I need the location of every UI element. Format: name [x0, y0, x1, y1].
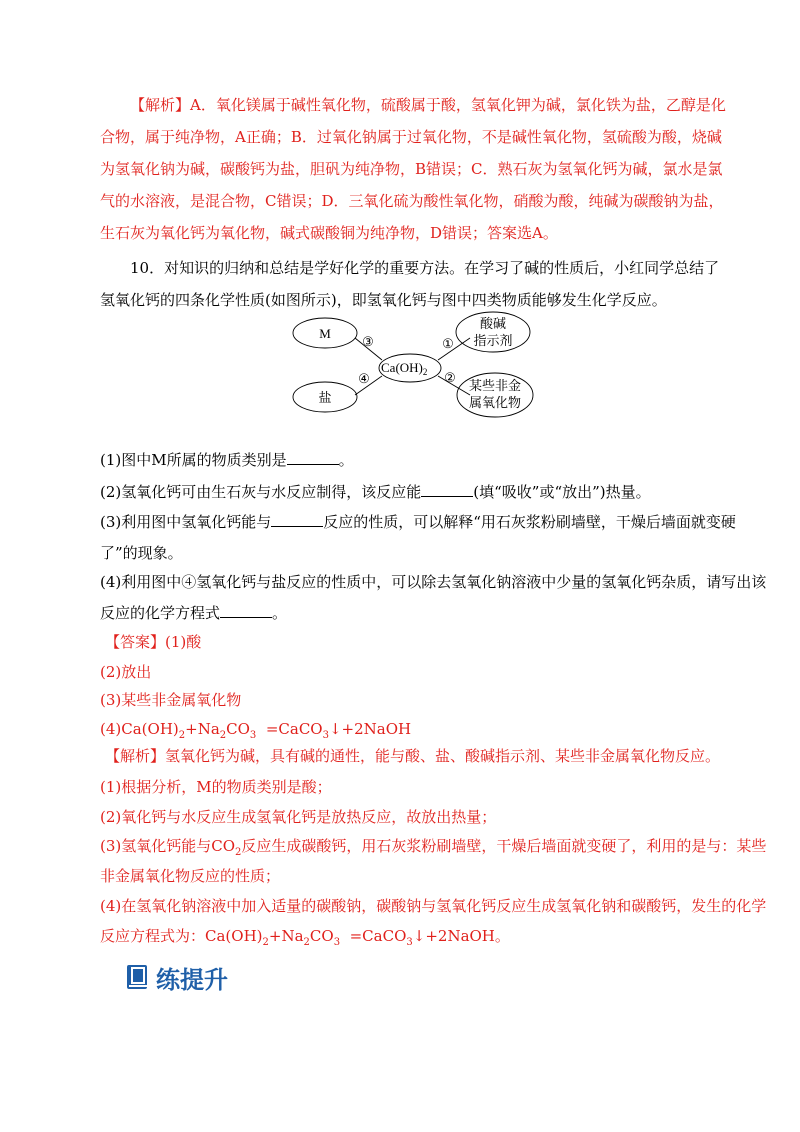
analysis-2-point-2: (2)氧化钙与水反应生成氢氧化钙是放热反应，故放出热量； [100, 808, 497, 826]
answer-blank-1 [287, 449, 339, 465]
answer-4-equation: $(4)Ca(OH)_2+Na_2CO_3$ =CaCO$_3$↓+2NaOH [100, 720, 412, 741]
answer-3: (3)某些非金属氧化物 [100, 691, 242, 709]
sub-question-1: (1)图中M所属的物质类别是 。 [100, 451, 354, 469]
analysis-2-point-4: (4)在氢氧化钠溶液中加入适量的碳酸钠，碳酸钠与氢氧化钙反应生成氢氧化钠和碳酸钙，发生的化学 [100, 897, 767, 915]
node-oxide-label-2: 属氧化物 [468, 395, 522, 410]
reaction-label-2: ② [444, 370, 456, 385]
answer-blank-4 [220, 602, 272, 618]
reaction-label-4: ④ [358, 371, 370, 386]
node-indicator-label-2: 指示剂 [473, 333, 513, 348]
answer-tag: 【答案】 [105, 633, 166, 651]
section-heading [126, 962, 228, 992]
answer-blank-2 [421, 481, 473, 497]
analysis-2-point-3: (3)氢氧化钙能与$CO_2$反应生成碳酸钙，用石灰浆粉刷墙壁，干燥后墙面就变硬了，利用的是与：某些 [100, 837, 767, 858]
sub-question-3-cont: 了”的现象。 [100, 544, 183, 562]
node-indicator-label-1: 酸碱 [479, 316, 507, 331]
center-formula: $Ca(OH)_2$ [381, 360, 428, 377]
sub-question-3: (3)利用图中氢氧化钙能与 反应的性质，可以解释“用石灰浆粉刷墙壁，干燥后墙面就变硬 [100, 513, 736, 531]
answer-1: 【答案】(1)酸 [105, 633, 202, 651]
analysis-body: A．氧化镁属于碱性氧化物，硫酸属于酸，氢氧化钾为碱，氯化铁为盐，乙醇是化合物，属于纯净物，A正确；B．过氧化钠属于过氧化物，不是碱性氧化物，氢硫酸为酸，烧碱为氢氧化钠为碱，碳酸钙为盐，胆矾为纯净物，B错误；C．熟石灰为氢氧化钙为碱，氯水是氯气的水溶液，是混合物，C错误；D．三氧化硫为酸性氧化物，硝酸为酸，纯碱为碳酸钠为盐，生石灰为氧化钙为氧化物，碱式碳酸铜为纯净物，D错误；答案选A。 [100, 96, 726, 242]
reaction-label-3: ③ [362, 334, 374, 349]
answer-blank-3 [271, 511, 323, 527]
section-title: 练提升 [156, 965, 228, 994]
analysis-2-point-4-cont: 反应方程式为：$Ca(OH)_2+Na_2CO_3$ =CaCO$_3$↓+2NaOH。 [100, 927, 510, 948]
question-10-stem: 10．对知识的归纳和总结是学好化学的重要方法。在学习了碱的性质后，小红同学总结了氢氧化钙的四条化学性质(如图所示)，即氢氧化钙与图中四类物质能够发生化学反应。 [100, 259, 720, 309]
analysis-2-intro: 【解析】氢氧化钙为碱，具有碱的通性，能与酸、盐、酸碱指示剂、某些非金属氧化物反应。 [105, 747, 721, 765]
answer-2: (2)放出 [100, 663, 152, 681]
sub-question-2: (2)氢氧化钙可由生石灰与水反应制得，该反应能 (填“吸收”或“放出”)热量。 [100, 483, 651, 501]
node-oxide-label-1: 某些非金 [468, 378, 522, 393]
analysis-paragraph-1 [100, 89, 730, 249]
analysis-2-tag: 【解析】 [105, 747, 166, 765]
analysis-2-point-3-cont: 非金属氧化物反应的性质； [100, 867, 281, 885]
reaction-label-1: ① [442, 336, 454, 351]
analysis-tag: 【解析】 [130, 96, 191, 114]
analysis-2-point-1: (1)根据分析，M的物质类别是酸； [100, 778, 332, 796]
book-icon [126, 964, 148, 990]
node-m-label: M [319, 326, 331, 341]
node-salt-label: 盐 [318, 390, 332, 405]
calcium-hydroxide-diagram [280, 308, 550, 428]
sub-question-4: (4)利用图中④氢氧化钙与盐反应的性质中，可以除去氢氧化钠溶液中少量的氢氧化钙杂质，请写出该 [100, 573, 767, 591]
sub-question-4-cont: 反应的化学方程式 。 [100, 604, 288, 622]
